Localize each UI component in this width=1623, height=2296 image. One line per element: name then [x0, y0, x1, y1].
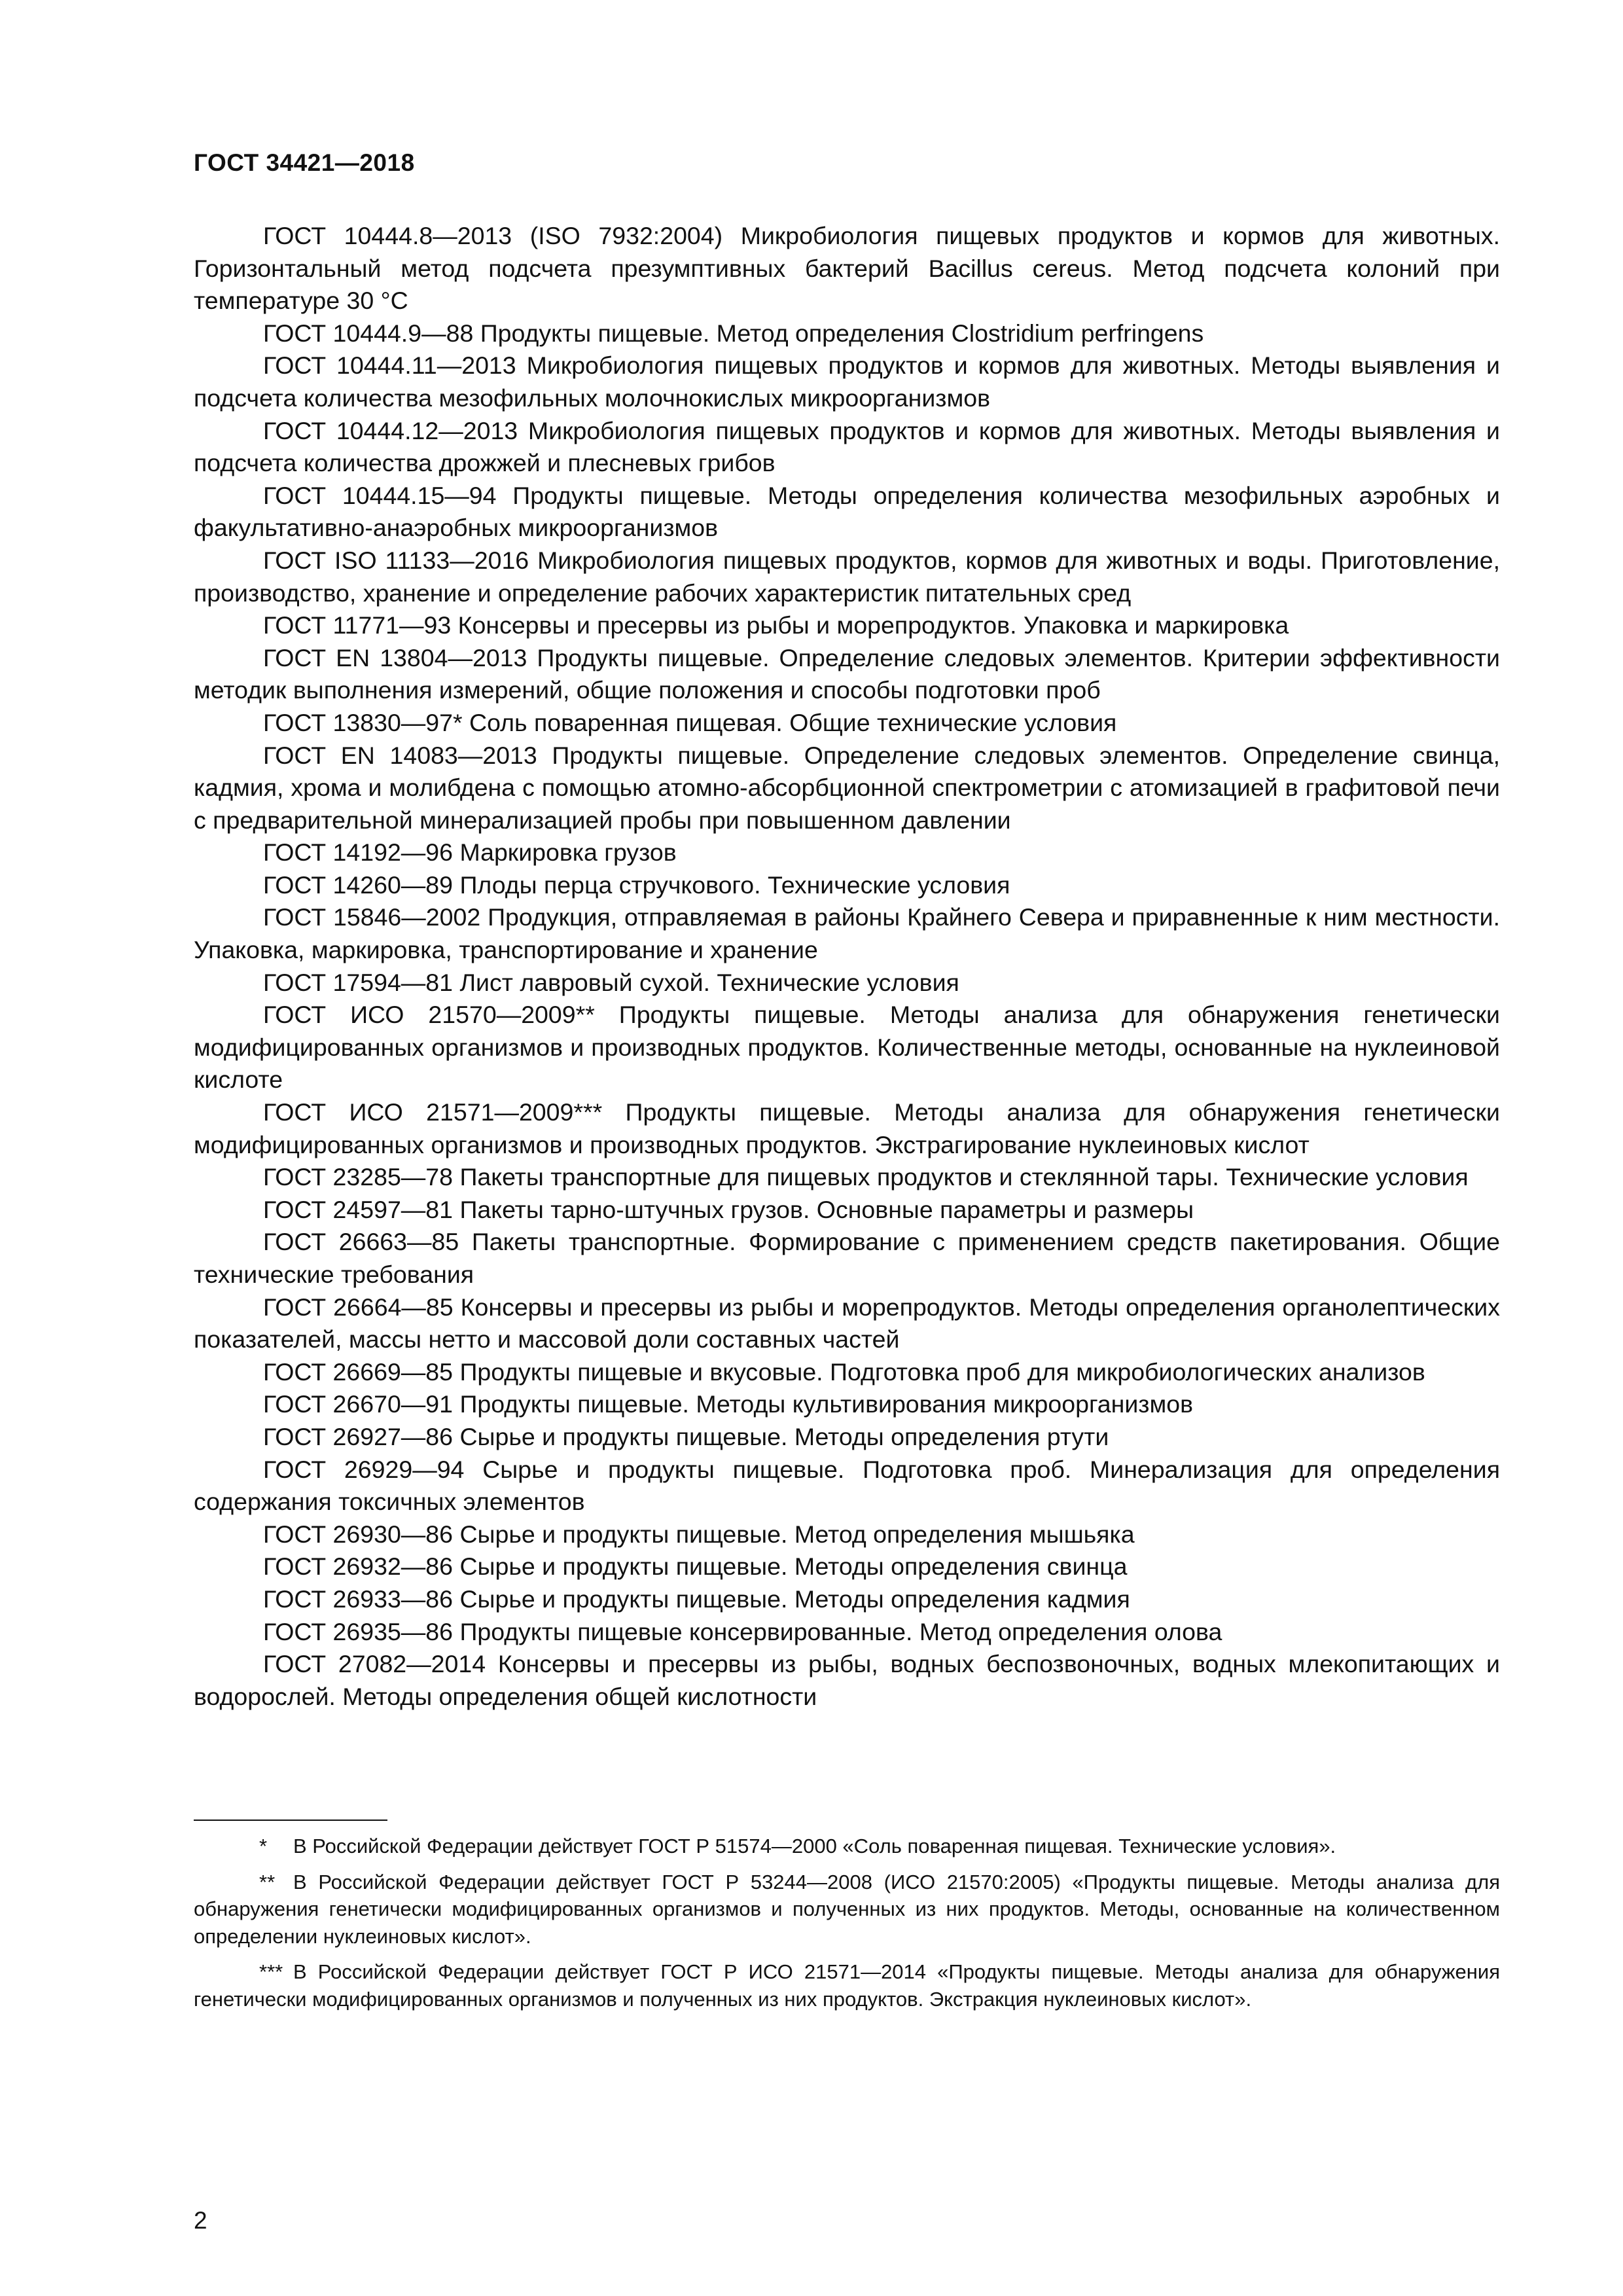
reference-item: ГОСТ 26933—86 Сырье и продукты пищевые. Методы определения кадмия	[263, 1585, 1130, 1613]
reference-item: ГОСТ 26670—91 Продукты пищевые. Методы культивирования микроорганизмов	[263, 1390, 1194, 1418]
reference-item: ГОСТ 10444.15—94 Продукты пищевые. Методы определения количества мезофильных аэробных и факультативно-анаэробных микроорганизмов	[194, 481, 1500, 542]
reference-item: ГОСТ ИСО 21571—2009*** Продукты пищевые. Методы анализа для обнаружения генетически модифицированных организмов и производных продуктов. Экстрагирование нуклеиновых кислот	[194, 1098, 1500, 1158]
reference-item: ГОСТ 14192—96 Маркировка грузов	[263, 838, 677, 867]
reference-item: ГОСТ 26929—94 Сырье и продукты пищевые. Подготовка проб. Минерализация для определения содержания токсичных элементов	[194, 1455, 1500, 1516]
reference-item: ГОСТ 26669—85 Продукты пищевые и вкусовые. Подготовка проб для микробиологических анализов	[263, 1357, 1425, 1386]
page-header-doc-code: ГОСТ 34421—2018	[194, 149, 415, 176]
reference-item: ГОСТ EN 14083—2013 Продукты пищевые. Определение следовых элементов. Определение свинца, кадмия, хрома и молибдена с помощью атомно-абсорбционной спектрометрии с атомизацией в графитовой печи с предварительной минерализацией пробы при повышенном давлении	[194, 741, 1500, 834]
footnote-item	[194, 1958, 1500, 2013]
reference-item: ГОСТ 14260—89 Плоды перца стручкового. Технические условия	[263, 870, 1010, 899]
reference-item: ГОСТ ISO 11133—2016 Микробиология пищевых продуктов, кормов для животных и воды. Приготовление, производство, хранение и определение рабочих характеристик питательных сред	[194, 546, 1500, 607]
reference-item: ГОСТ ИСО 21570—2009** Продукты пищевые. Методы анализа для обнаружения генетически модифицированных организмов и производных продуктов. Количественные методы, основанные на нуклеиновой кислоте	[194, 1001, 1500, 1094]
reference-item: ГОСТ 10444.11—2013 Микробиология пищевых продуктов и кормов для животных. Методы выявления и подсчета количества мезофильных молочнокислых микроорганизмов	[194, 351, 1500, 412]
footnote-text: В Российской Федерации действует ГОСТ Р 53244—2008 (ИСО 21570:2005) «Продукты пищевые. Методы анализа для обнаружения генетически модифицированных организмов и полученных из них продуктов. Методы, основанные на количественном определении нуклеиновых кислот».	[194, 1870, 1500, 1948]
reference-item: ГОСТ 24597—81 Пакеты тарно-штучных грузов. Основные параметры и размеры	[263, 1195, 1194, 1223]
footnote-marker: **	[259, 1870, 276, 1893]
reference-item: ГОСТ 26663—85 Пакеты транспортные. Формирование с применением средств пакетирования. Общие технические требования	[194, 1228, 1500, 1288]
reference-item: ГОСТ 26935—86 Продукты пищевые консервированные. Метод определения олова	[263, 1617, 1222, 1645]
normative-references-list	[194, 220, 1500, 1713]
footnote-item	[194, 1869, 1500, 1950]
reference-item: ГОСТ 26927—86 Сырье и продукты пищевые. Методы определения ртути	[263, 1422, 1109, 1450]
reference-item: ГОСТ EN 13804—2013 Продукты пищевые. Определение следовых элементов. Критерии эффективности методик выполнения измерений, общие положения и способы подготовки проб	[194, 643, 1500, 704]
footnote-marker: *	[259, 1835, 268, 1857]
reference-item: ГОСТ 27082—2014 Консервы и пресервы из рыбы, водных беспозвоночных, водных млекопитающих и водорослей. Методы определения общей кислотности	[194, 1650, 1500, 1710]
footnote-text: В Российской Федерации действует ГОСТ Р ИСО 21571—2014 «Продукты пищевые. Методы анализа для обнаружения генетически модифицированных организмов и полученных из них продуктов. Экстракция нуклеиновых кислот».	[194, 1960, 1500, 2011]
reference-item: ГОСТ 23285—78 Пакеты транспортные для пищевых продуктов и стеклянной тары. Технические условия	[263, 1163, 1469, 1191]
reference-item: ГОСТ 10444.12—2013 Микробиология пищевых продуктов и кормов для животных. Методы выявления и подсчета количества дрожжей и плесневых грибов	[194, 416, 1500, 477]
reference-item: ГОСТ 26664—85 Консервы и пресервы из рыбы и морепродуктов. Методы определения органолептических показателей, массы нетто и массовой доли составных частей	[194, 1293, 1500, 1354]
footnote-item	[194, 1833, 1500, 1860]
reference-item: ГОСТ 15846—2002 Продукция, отправляемая в районы Крайнего Севера и приравненные к ним местности. Упаковка, маркировка, транспортирование и хранение	[194, 903, 1500, 964]
reference-item: ГОСТ 11771—93 Консервы и пресервы из рыбы и морепродуктов. Упаковка и маркировка	[263, 611, 1289, 639]
footnote-marker: ***	[259, 1960, 283, 1983]
reference-item: ГОСТ 10444.9—88 Продукты пищевые. Метод определения Clostridium perfringens	[263, 319, 1204, 347]
footnote-divider	[194, 1820, 387, 1821]
reference-item: ГОСТ 13830—97* Соль поваренная пищевая. Общие технические условия	[263, 708, 1117, 736]
footnotes	[194, 1833, 1500, 2021]
reference-item: ГОСТ 26932—86 Сырье и продукты пищевые. Методы определения свинца	[263, 1552, 1128, 1581]
reference-item: ГОСТ 26930—86 Сырье и продукты пищевые. Метод определения мышьяка	[263, 1520, 1135, 1548]
reference-item: ГОСТ 10444.8—2013 (ISO 7932:2004) Микробиология пищевых продуктов и кормов для животных. Горизонтальный метод подсчета презумптивных бактерий Bacillus cereus. Метод подсчета колоний при температуре 30 °С	[194, 222, 1500, 315]
reference-item: ГОСТ 17594—81 Лист лавровый сухой. Технические условия	[263, 968, 959, 996]
footnote-text: В Российской Федерации действует ГОСТ Р 51574—2000 «Соль поваренная пищевая. Технические условия».	[293, 1835, 1336, 1857]
page-number: 2	[194, 2207, 207, 2234]
